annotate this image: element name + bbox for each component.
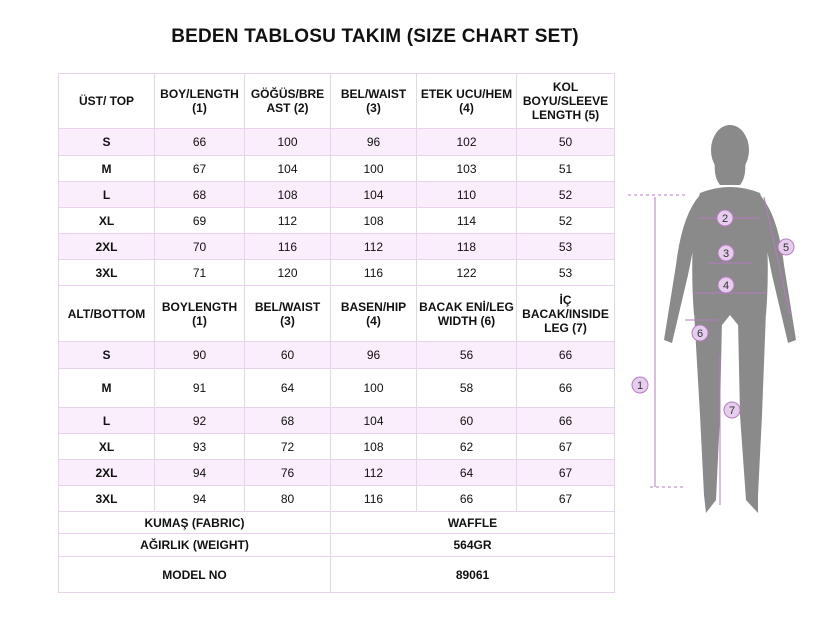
value-cell: 51 [517,156,615,182]
marker-label: 7 [728,405,736,417]
footer-value: 89061 [331,557,615,593]
value-cell: 53 [517,260,615,286]
value-cell: 53 [517,234,615,260]
value-cell: 120 [245,260,331,286]
measurement-marker-1 [632,377,648,393]
table-row [59,434,615,460]
footer-label: MODEL NO [59,557,331,593]
value-cell: 52 [517,208,615,234]
table-row [59,408,615,434]
table-row [59,234,615,260]
body-silhouette [664,125,796,513]
value-cell: 67 [517,486,615,512]
bottom-header-row [59,286,615,342]
value-cell: 116 [331,486,417,512]
size-cell: L [59,408,155,434]
value-cell: 56 [417,342,517,369]
value-cell: 100 [331,156,417,182]
size-cell: S [59,342,155,369]
value-cell: 112 [331,460,417,486]
value-cell: 76 [245,460,331,486]
value-cell: 64 [245,369,331,408]
header-cell: BOY/LENGTH (1) [155,74,245,129]
value-cell: 80 [245,486,331,512]
value-cell: 108 [245,182,331,208]
measurement-marker-4 [718,277,734,293]
size-cell: S [59,129,155,156]
value-cell: 52 [517,182,615,208]
value-cell: 100 [245,129,331,156]
header-cell: GÖĞÜS/BRE AST (2) [245,74,331,129]
value-cell: 103 [417,156,517,182]
value-cell: 104 [331,182,417,208]
table-row [59,156,615,182]
measurement-marker-2 [717,210,733,226]
value-cell: 108 [331,434,417,460]
value-cell: 114 [417,208,517,234]
size-cell: 2XL [59,460,155,486]
footer-label: KUMAŞ (FABRIC) [59,512,331,534]
table-row [59,129,615,156]
value-cell: 96 [331,342,417,369]
marker-label: 2 [721,213,729,225]
size-cell: L [59,182,155,208]
value-cell: 68 [155,182,245,208]
value-cell: 58 [417,369,517,408]
table-row [59,486,615,512]
value-cell: 108 [331,208,417,234]
marker-label: 1 [636,380,644,392]
value-cell: 67 [517,460,615,486]
measurement-marker-7 [724,402,740,418]
size-cell: M [59,156,155,182]
size-cell: 3XL [59,260,155,286]
header-cell: BEL/WAIST (3) [331,74,417,129]
value-cell: 92 [155,408,245,434]
header-cell: ETEK UCU/HEM (4) [417,74,517,129]
header-cell: BEL/WAIST (3) [245,286,331,342]
marker-label: 3 [722,248,730,260]
top-header-row [59,74,615,129]
value-cell: 62 [417,434,517,460]
value-cell: 100 [331,369,417,408]
measurement-marker-5 [778,239,794,255]
footer-label: AĞIRLIK (WEIGHT) [59,534,331,557]
header-cell: İÇ BACAK/INSIDE LEG (7) [517,286,615,342]
value-cell: 116 [245,234,331,260]
weight-row [59,534,615,557]
footer-value: WAFFLE [331,512,615,534]
table-row [59,369,615,408]
value-cell: 69 [155,208,245,234]
value-cell: 93 [155,434,245,460]
measurement-marker-6 [692,325,708,341]
value-cell: 116 [331,260,417,286]
value-cell: 66 [517,342,615,369]
fabric-row [59,512,615,534]
value-cell: 64 [417,460,517,486]
value-cell: 68 [245,408,331,434]
table-row [59,260,615,286]
value-cell: 112 [245,208,331,234]
value-cell: 112 [331,234,417,260]
table-row [59,342,615,369]
value-cell: 90 [155,342,245,369]
page-title: BEDEN TABLOSU TAKIM (SIZE CHART SET) [171,26,579,47]
value-cell: 67 [517,434,615,460]
value-cell: 71 [155,260,245,286]
header-cell: BACAK ENİ/LEG WIDTH (6) [417,286,517,342]
value-cell: 118 [417,234,517,260]
table-row [59,208,615,234]
size-cell: XL [59,208,155,234]
table-row [59,460,615,486]
size-chart-table [58,73,615,593]
value-cell: 60 [417,408,517,434]
value-cell: 94 [155,486,245,512]
value-cell: 72 [245,434,331,460]
value-cell: 70 [155,234,245,260]
marker-label: 5 [782,242,790,254]
value-cell: 94 [155,460,245,486]
size-cell: 3XL [59,486,155,512]
value-cell: 50 [517,129,615,156]
value-cell: 110 [417,182,517,208]
table-row [59,182,615,208]
size-cell: 2XL [59,234,155,260]
header-cell: BOYLENGTH (1) [155,286,245,342]
body-measurement-figure [620,115,835,525]
value-cell: 60 [245,342,331,369]
size-cell: XL [59,434,155,460]
value-cell: 66 [517,369,615,408]
model-row [59,557,615,593]
footer-value: 564GR [331,534,615,557]
value-cell: 91 [155,369,245,408]
value-cell: 66 [517,408,615,434]
header-cell: ALT/BOTTOM [59,286,155,342]
header-cell: BASEN/HIP (4) [331,286,417,342]
value-cell: 67 [155,156,245,182]
value-cell: 96 [331,129,417,156]
value-cell: 104 [245,156,331,182]
value-cell: 66 [155,129,245,156]
marker-label: 4 [722,280,730,292]
size-cell: M [59,369,155,408]
marker-label: 6 [696,328,704,340]
value-cell: 102 [417,129,517,156]
value-cell: 104 [331,408,417,434]
header-cell: ÜST/ TOP [59,74,155,129]
value-cell: 122 [417,260,517,286]
header-cell: KOL BOYU/SLEEVE LENGTH (5) [517,74,615,129]
value-cell: 66 [417,486,517,512]
measurement-marker-3 [718,245,734,261]
